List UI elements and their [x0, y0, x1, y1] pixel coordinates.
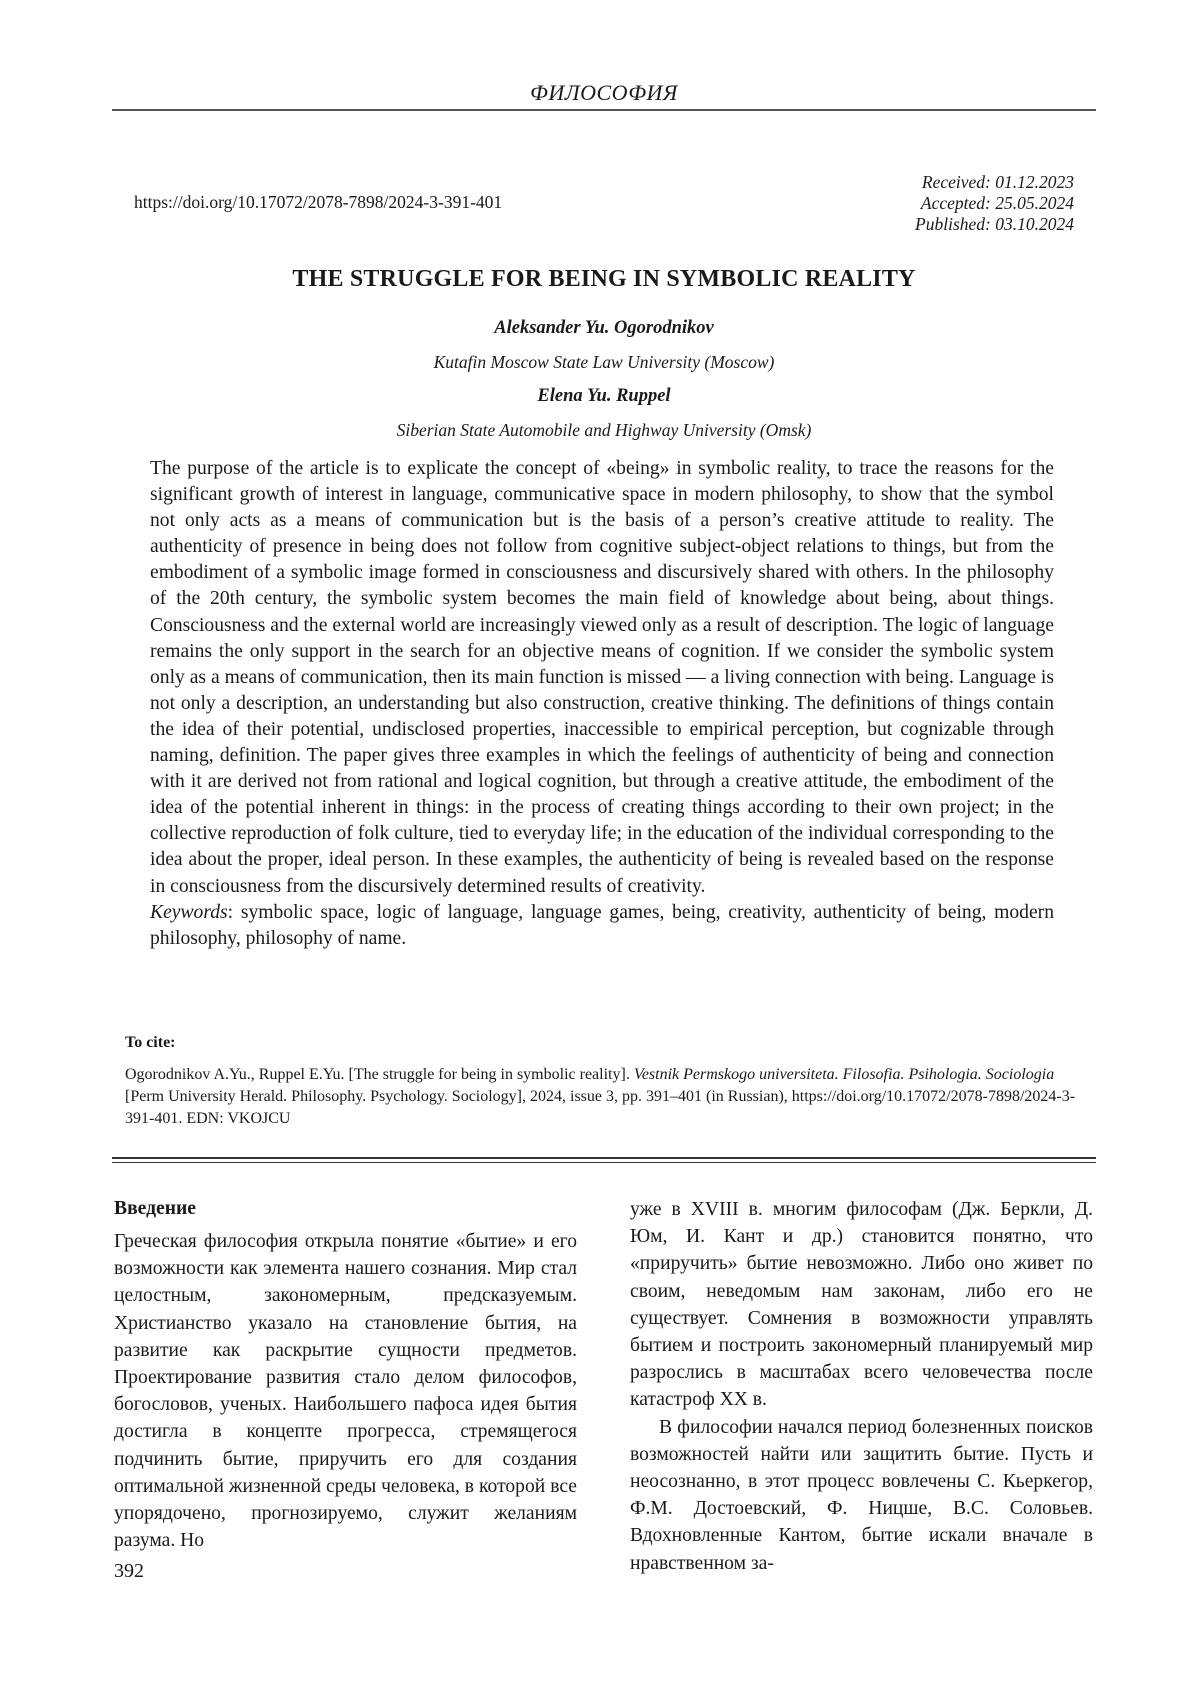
page-number: 392 — [114, 1560, 144, 1582]
keywords — [150, 900, 1054, 952]
body-paragraph: В философии начался период болезненных поисков возможностей найти или защитить бытие. Пусть и неосознанно, в этот процесс вовлечены С. Кьеркегор, Ф.М. Достоевский, Ф. Ницше, В.С. Соловьев. Вдохновленные Кантом, бытие искали вначале в нравственном за- — [630, 1416, 1093, 1574]
author-affiliation: Siberian State Automobile and Highway University (Omsk) — [396, 420, 812, 440]
article-title: THE STRUGGLE FOR BEING IN SYMBOLIC REALITY — [292, 266, 916, 292]
author-name: Elena Yu. Ruppel — [537, 386, 671, 406]
citation-journal: Vestnik Permskogo universiteta. Filosofia. Psihologia. Sociologia — [633, 1066, 1055, 1083]
published-date: Published: 03.10.2024 — [915, 214, 1074, 234]
keywords-text: : symbolic space, logic of language, language games, being, creativity, authenticity of being, modern philosophy, philosophy of name. — [150, 901, 1054, 949]
abstract-text: The purpose of the article is to explicate the concept of «being» in symbolic reality, to trace the reasons for the significant growth of interest in language, communicative space in modern philosophy, to show that the symbol not only acts as a means of communication but is the basis of a person’s creative attitude to reality. The authenticity of presence in being does not follow from cognitive subject-object relations to things, but from the embodiment of a symbolic image formed in consciousness and discursively shared with others. In the philosophy of the 20th century, the symbolic system becomes the main field of knowledge about being, about things. Consciousness and the external world are increasingly viewed only as a result of description. The logic of language remains the only support in the search for an objective means of cognition. If we consider the symbolic system only as a means of communication, then its main function is missed — a living connection with being. Language is not only a description, an understanding but also construction, creative thinking. The definitions of things contain the idea of their potential, undisclosed properties, inaccessible to empirical perception, but cognizable through naming, definition. The paper gives three examples in which the feelings of authenticity of being and connection with it are derived not from rational and logical cognition, but through a creative attitude, the embodiment of the idea of the potential inherent in things: in the process of creating things according to their own project; in the collective reproduction of folk culture, tied to everyday life; in the education of the individual corresponding to the idea about the proper, ideal person. In these examples, the authenticity of being is revealed based on the response in consciousness from the discursively determined results of creativity. — [150, 458, 1054, 897]
running-head-title: ФИЛОСОФИЯ — [530, 80, 678, 105]
section-divider — [112, 1157, 1096, 1163]
abstract — [150, 456, 1054, 952]
section-heading: Введение — [114, 1198, 196, 1219]
accepted-date: Accepted: 25.05.2024 — [920, 193, 1074, 213]
citation-authors-title: Ogorodnikov A.Yu., Ruppel E.Yu. [The struggle for being in symbolic reality]. — [125, 1066, 634, 1083]
author-name: Aleksander Yu. Ogorodnikov — [494, 318, 714, 338]
body-column-right — [630, 1196, 1093, 1577]
doi-link[interactable]: https://doi.org/10.17072/2078-7898/2024-3-391-401 — [134, 192, 503, 212]
publication-dates — [915, 172, 1074, 235]
cite-label: To cite: — [125, 1034, 176, 1051]
citation — [125, 1064, 1083, 1130]
citation-details: [Perm University Herald. Philosophy. Psychology. Sociology], 2024, issue 3, pp. 391–401 (in Russian), https://doi.org/10.17072/2078-7898/2024-3-391-401. EDN: VKOJCU — [125, 1088, 1076, 1127]
body-column-left — [114, 1228, 577, 1554]
author-affiliation: Kutafin Moscow State Law University (Moscow) — [433, 352, 775, 372]
body-paragraph: уже в XVIII в. многим философам (Дж. Беркли, Д. Юм, И. Кант и др.) становится понятно, что «приручить» бытие невозможно. Либо оно живет по своим, неведомым нам законам, либо его не существует. Сомнения в возможности управлять бытием и построить закономерный планируемый мир разрослись в масштабах всего человечества после катастроф XX в. — [630, 1199, 1093, 1411]
body-paragraph: Греческая философия открыла понятие «бытие» и его возможности как элемента нашего сознания. Мир стал целостным, закономерным, предсказуемым. Христианство указало на становление бытия, на развитие как раскрытие сущности предметов. Проектирование развития стало делом философов, богословов, ученых. Наибольшего пафоса идея бытия достигла в концепте прогресса, стремящегося подчинить бытие, приручить его для создания оптимальной жизненной среды человека, в которой все упорядочено, прогнозируемо, служит желаниям разума. Но — [114, 1231, 577, 1552]
header-rule — [112, 109, 1096, 111]
keywords-label: Keywords — [150, 901, 228, 923]
received-date: Received: 01.12.2023 — [921, 172, 1074, 192]
